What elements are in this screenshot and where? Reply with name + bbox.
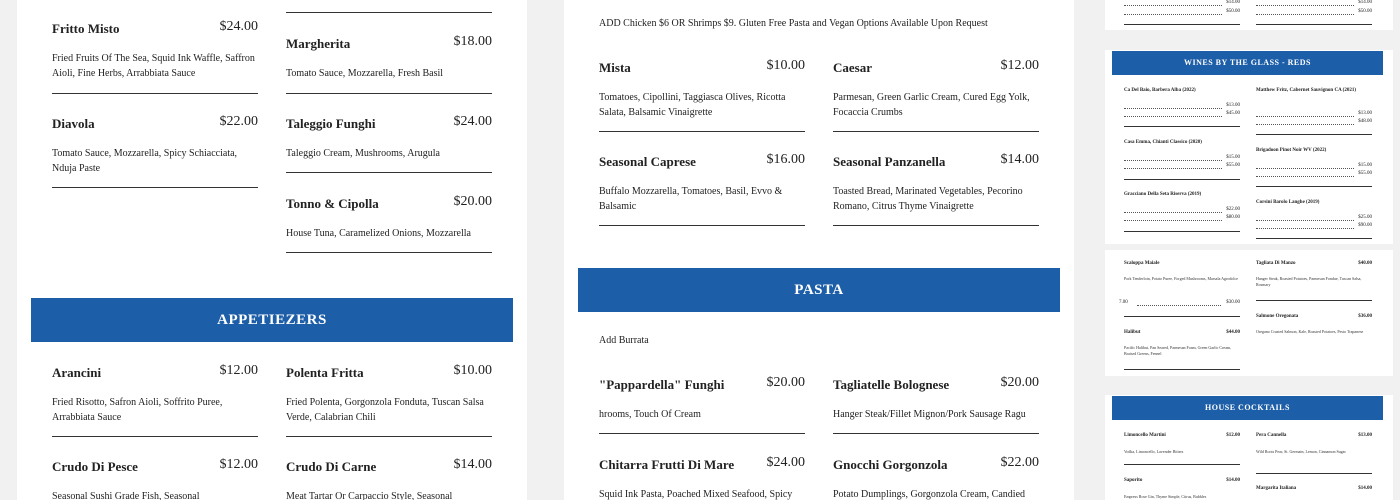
dot-leader bbox=[1124, 160, 1222, 161]
dot-leader bbox=[1124, 116, 1222, 117]
dot-leader bbox=[1124, 220, 1222, 221]
main-price: $44.00 bbox=[1226, 330, 1240, 335]
wine-price-bottle: $48.00 bbox=[1358, 119, 1372, 124]
item-description: Hanger Steak/Fillet Mignon/Pork Sausage Ragu bbox=[833, 409, 1026, 420]
wine-name: Brigadoon Pinot Noir WV (2022) bbox=[1256, 148, 1327, 153]
dot-leader bbox=[1137, 305, 1221, 306]
divider bbox=[1124, 126, 1240, 127]
divider bbox=[833, 225, 1039, 226]
cocktail-description: Vodka, Limoncello, Lavender Bitters bbox=[1124, 449, 1184, 454]
dot-leader bbox=[1124, 14, 1222, 15]
divider bbox=[52, 187, 258, 188]
wine-price-bottle: $45.00 bbox=[1226, 111, 1240, 116]
divider bbox=[833, 131, 1039, 132]
item-name: Caesar bbox=[833, 60, 872, 75]
cocktail-name: Limoncello Martini bbox=[1124, 433, 1166, 438]
wine-price-bottle: $90.00 bbox=[1358, 223, 1372, 228]
menu-page-middle bbox=[564, 0, 1074, 500]
item-description: Potato Dumplings, Gorgonzola Cream, Candied bbox=[833, 489, 1026, 500]
wine-name: Casa Emma, Chianti Classico (2020) bbox=[1124, 140, 1202, 145]
menu-page-right bbox=[1105, 0, 1393, 500]
item-name: Chitarra Frutti Di Mare bbox=[599, 457, 735, 472]
item-description: hrooms, Touch Of Cream bbox=[599, 409, 701, 420]
item-name: Fritto Misto bbox=[52, 21, 120, 36]
item-price: $12.00 bbox=[219, 363, 258, 378]
dot-leader bbox=[1256, 116, 1354, 117]
divider bbox=[1124, 179, 1240, 180]
item-name: Tagliatelle Bolognese bbox=[833, 377, 950, 392]
cocktail-price: $13.00 bbox=[1358, 433, 1372, 438]
cocktail-description: Wild Roots Pear, St. Germain, Lemon, Cinnamon Sugar bbox=[1256, 449, 1346, 454]
wine-price-glass: $15.00 bbox=[1226, 155, 1240, 160]
divider bbox=[1256, 238, 1372, 239]
cocktail-description: Empress Rose Gin, Thyme Simple, Citrus, Bubbles bbox=[1124, 494, 1207, 499]
item-description: Squid Ink Pasta, Poached Mixed Seafood, Spicy bbox=[599, 489, 793, 500]
item-description: Tomato Sauce, Mozzarella, Fresh Basil bbox=[286, 68, 444, 79]
cocktail-name: Saporito bbox=[1124, 478, 1143, 483]
dot-leader bbox=[1256, 176, 1354, 177]
item-price: $20.00 bbox=[1000, 375, 1039, 390]
item-name: Taleggio Funghi bbox=[286, 116, 376, 131]
dot-leader bbox=[1256, 124, 1354, 125]
wine-price-bottle: $80.00 bbox=[1226, 215, 1240, 220]
cocktail-price: $14.00 bbox=[1358, 486, 1372, 491]
divider bbox=[1256, 186, 1372, 187]
dot-leader bbox=[1256, 228, 1354, 229]
item-description: Toasted Bread, Marinated Vegetables, Pecorino Romano, Citrus Thyme Vinaigrette bbox=[833, 186, 1023, 212]
divider bbox=[52, 436, 258, 437]
page-gap bbox=[1105, 376, 1393, 395]
pasta-options-note: ADD Chicken $6 OR Shrimps $9. Gluten Free Pasta and Vegan Options Available Upon Request bbox=[599, 18, 988, 29]
wine-price-glass: $22.00 bbox=[1226, 207, 1240, 212]
item-name: Polenta Fritta bbox=[286, 365, 364, 380]
item-description: Fried Polenta, Gorgonzola Fonduta, Tuscan Salsa Verde, Calabrian Chili bbox=[286, 397, 484, 423]
item-price: $10.00 bbox=[766, 58, 805, 73]
item-name: Diavola bbox=[52, 116, 95, 131]
main-description: Hanger Steak, Roasted Potatoes, Parmesan Fondue, Tuscan Salsa, Rosmary bbox=[1256, 276, 1362, 287]
divider bbox=[52, 93, 258, 94]
divider bbox=[1124, 464, 1240, 465]
main-name: Scaloppa Maiale bbox=[1124, 261, 1160, 266]
item-description: Parmesan, Green Garlic Cream, Cured Egg Yolk, Focaccia Crumbs bbox=[833, 92, 1030, 118]
divider bbox=[599, 225, 805, 226]
item-price: $20.00 bbox=[453, 194, 492, 209]
divider bbox=[1124, 316, 1240, 317]
wine-price-glass: $13.00 bbox=[1226, 103, 1240, 108]
main-extra: 7.00 bbox=[1119, 300, 1128, 305]
main-name: Halibut bbox=[1124, 330, 1141, 335]
item-name: Crudo Di Pesce bbox=[52, 459, 138, 474]
item-name: "Pappardella" Funghi bbox=[599, 377, 725, 392]
divider bbox=[286, 12, 492, 13]
item-name: Tonno & Cipolla bbox=[286, 196, 379, 211]
dot-leader bbox=[1124, 212, 1222, 213]
main-price: $36.00 bbox=[1358, 314, 1372, 319]
dot-leader bbox=[1256, 220, 1354, 221]
item-description: Taleggio Cream, Mushrooms, Arugula bbox=[286, 148, 440, 159]
item-price: $12.00 bbox=[1000, 58, 1039, 73]
divider bbox=[833, 433, 1039, 434]
item-price: $14.00 bbox=[453, 457, 492, 472]
menu-page-left bbox=[17, 0, 527, 500]
wine-price-bottle: $55.00 bbox=[1358, 171, 1372, 176]
main-extra-price: $30.00 bbox=[1226, 300, 1240, 305]
item-name: Gnocchi Gorgonzola bbox=[833, 457, 948, 472]
item-price: $20.00 bbox=[766, 375, 805, 390]
dot-leader bbox=[1256, 5, 1354, 6]
divider bbox=[1124, 231, 1240, 232]
divider bbox=[286, 252, 492, 253]
item-price: $24.00 bbox=[766, 455, 805, 470]
section-banner-appetizers: APPETIEZERS bbox=[31, 298, 513, 342]
cocktail-name: Margarita Italiana bbox=[1256, 486, 1297, 491]
item-price: $10.00 bbox=[453, 363, 492, 378]
item-description: Tomatoes, Cipollini, Taggiasca Olives, Ricotta Salata, Balsamic Vinaigrette bbox=[599, 92, 786, 118]
page-gap bbox=[1105, 244, 1393, 250]
section-banner-cocktails: HOUSE COCKTAILS bbox=[1112, 396, 1383, 420]
item-name: Mista bbox=[599, 60, 631, 75]
cocktail-price: $14.00 bbox=[1226, 478, 1240, 483]
divider bbox=[1256, 134, 1372, 135]
item-description: Tomato Sauce, Mozzarella, Spicy Schiacciata, Nduja Paste bbox=[52, 148, 238, 174]
wine-name: Corsini Barolo Langhe (2019) bbox=[1256, 200, 1320, 205]
divider bbox=[599, 433, 805, 434]
divider bbox=[1256, 300, 1372, 301]
item-price: $18.00 bbox=[453, 34, 492, 49]
item-name: Seasonal Panzanella bbox=[833, 154, 946, 169]
price: $14.00 bbox=[1226, 0, 1240, 5]
price: $50.00 bbox=[1358, 9, 1372, 14]
main-name: Tagliata Di Manzo bbox=[1256, 261, 1296, 266]
wine-price-bottle: $55.00 bbox=[1226, 163, 1240, 168]
wine-name: Ca Del Baio, Barbera Alba (2022) bbox=[1124, 88, 1196, 93]
divider bbox=[1124, 369, 1240, 370]
item-price: $22.00 bbox=[1000, 455, 1039, 470]
divider bbox=[1124, 24, 1240, 25]
item-description: Meat Tartar Or Carpaccio Style, Seasonal bbox=[286, 491, 453, 500]
item-description: Fried Risotto, Safron Aioli, Soffrito Puree, Arrabbiata Sauce bbox=[52, 397, 223, 423]
dot-leader bbox=[1124, 5, 1222, 6]
price: $50.00 bbox=[1226, 9, 1240, 14]
divider bbox=[286, 436, 492, 437]
item-description: Seasonal Sushi Grade Fish, Seasonal bbox=[52, 491, 200, 500]
price: $14.00 bbox=[1358, 0, 1372, 5]
item-price: $14.00 bbox=[1000, 152, 1039, 167]
divider bbox=[599, 131, 805, 132]
divider bbox=[286, 93, 492, 94]
section-banner-pasta: PASTA bbox=[578, 268, 1060, 312]
dot-leader bbox=[1256, 14, 1354, 15]
item-name: Margherita bbox=[286, 36, 351, 51]
item-name: Crudo Di Carne bbox=[286, 459, 377, 474]
item-price: $24.00 bbox=[219, 19, 258, 34]
wine-price-glass: $25.00 bbox=[1358, 215, 1372, 220]
cocktail-name: Pera Cannella bbox=[1256, 433, 1287, 438]
main-price: $40.00 bbox=[1358, 261, 1372, 266]
divider bbox=[1256, 24, 1372, 25]
section-banner-wines: WINES BY THE GLASS - REDS bbox=[1112, 51, 1383, 75]
main-name: Salmone Oregonata bbox=[1256, 314, 1299, 319]
main-description: Pacific Halibut, Pan Seared, Parmesan Foam, Green Garlic Cream, Braised Greens, Fennel bbox=[1124, 345, 1232, 356]
item-name: Seasonal Caprese bbox=[599, 154, 696, 169]
item-description: House Tuna, Caramelized Onions, Mozzarella bbox=[286, 228, 471, 239]
item-price: $22.00 bbox=[219, 114, 258, 129]
item-description: Buffalo Mozzarella, Tomatoes, Basil, Evvo & Balsamic bbox=[599, 186, 783, 212]
item-name: Arancini bbox=[52, 365, 102, 380]
wine-price-glass: $13.00 bbox=[1358, 111, 1372, 116]
dot-leader bbox=[1124, 168, 1222, 169]
divider bbox=[286, 172, 492, 173]
divider bbox=[1256, 473, 1372, 474]
wine-price-glass: $15.00 bbox=[1358, 163, 1372, 168]
dot-leader bbox=[1256, 168, 1354, 169]
cocktail-price: $12.00 bbox=[1226, 433, 1240, 438]
item-description: Fried Fruits Of The Sea, Squid Ink Waffle, Saffron Aioli, Fine Herbs, Arrabbiata Sauce bbox=[52, 53, 255, 79]
dot-leader bbox=[1124, 108, 1222, 109]
wine-name: Matthew Fritz, Cabernet Sauvignon CA (2021) bbox=[1256, 88, 1356, 93]
wine-name: Gracciano Della Seta Riserva (2019) bbox=[1124, 192, 1202, 197]
item-price: $24.00 bbox=[453, 114, 492, 129]
page-gap bbox=[1105, 30, 1393, 50]
item-price: $12.00 bbox=[219, 457, 258, 472]
main-description: Pork Tenderloin, Potato Puree, Forged Mushrooms, Marsala Agrodolce bbox=[1124, 276, 1239, 281]
item-price: $16.00 bbox=[766, 152, 805, 167]
main-description: Oregano Crusted Salmon, Kale, Roasted Potatoes, Pesto Trapanese bbox=[1256, 329, 1364, 334]
add-burrata-note: Add Burrata bbox=[599, 335, 649, 346]
